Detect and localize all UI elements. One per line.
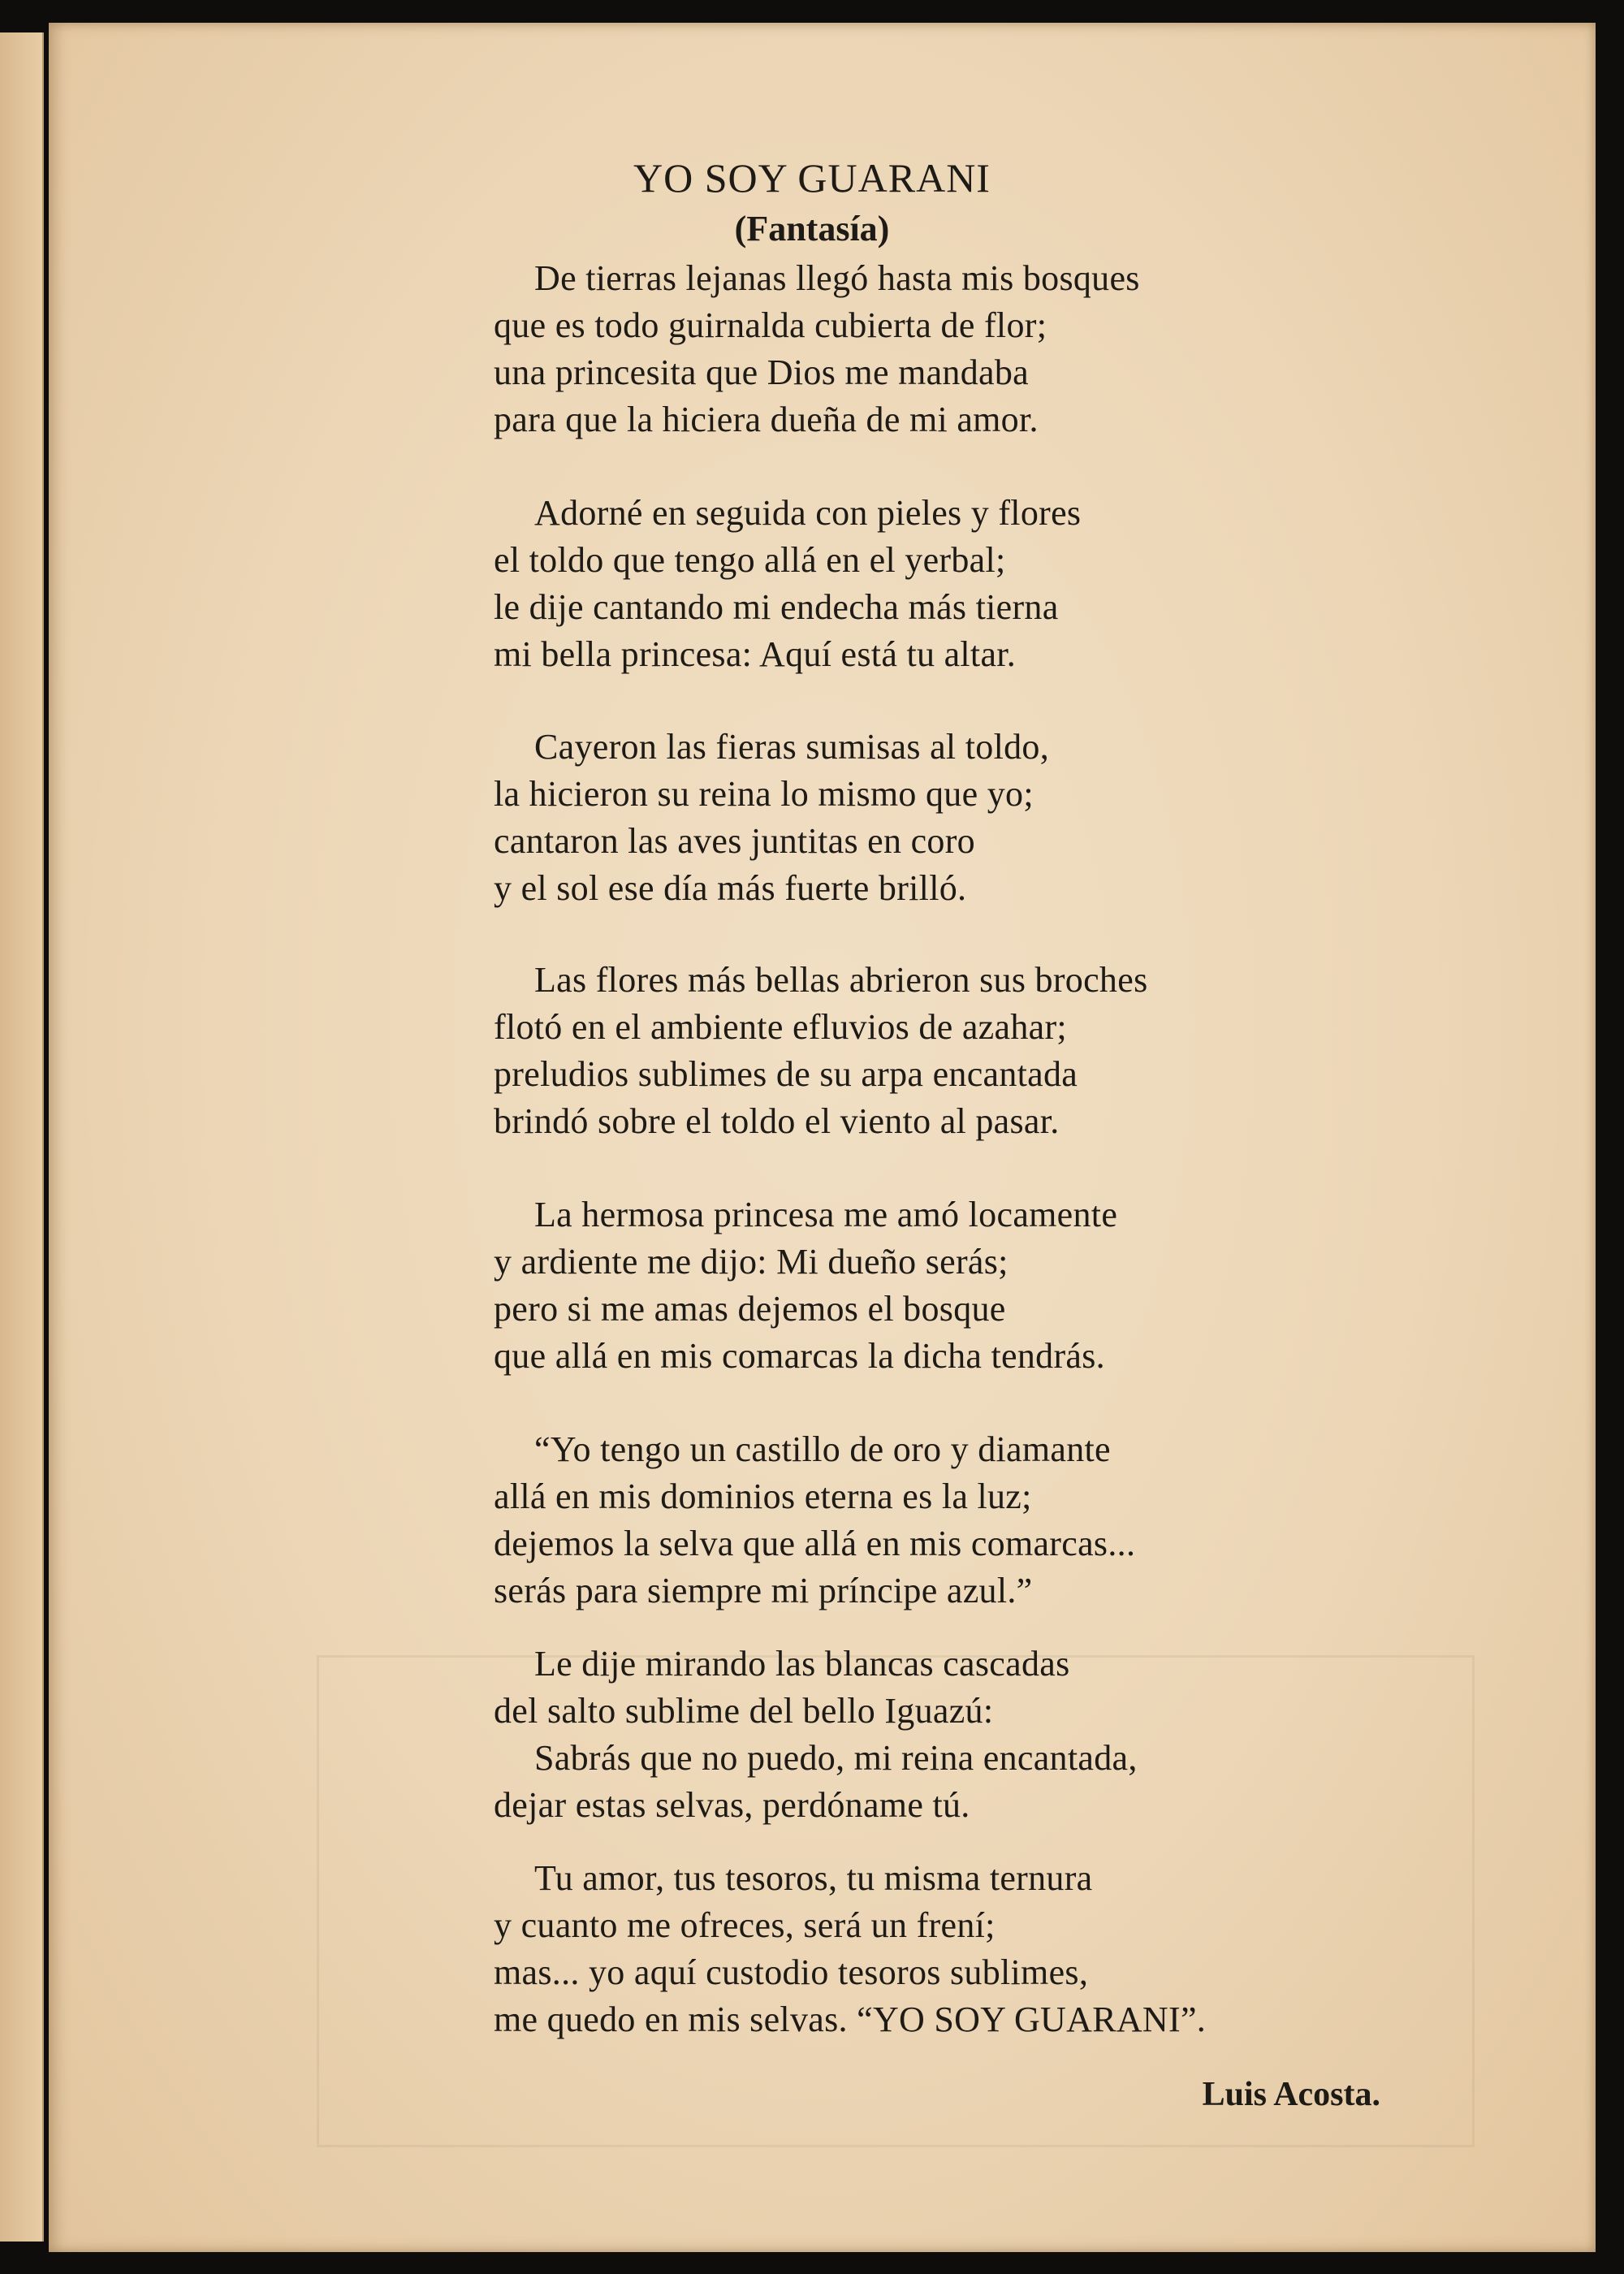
verse-line: La hermosa princesa me amó locamente	[534, 1195, 1118, 1234]
verse-line: me quedo en mis selvas. “YO SOY GUARANI”.	[494, 1999, 1207, 2039]
poem-title: YO SOY GUARANI	[633, 155, 991, 201]
verse-line: Sabrás que no puedo, mi reina encantada,	[534, 1738, 1138, 1778]
verse-line: que es todo guirnalda cubierta de flor;	[494, 305, 1047, 345]
verse-line: Cayeron las fieras sumisas al toldo,	[534, 727, 1049, 767]
verse-line: que allá en mis comarcas la dicha tendrás.	[494, 1336, 1105, 1376]
verse-line: pero si me amas dejemos el bosque	[494, 1289, 1006, 1329]
verse-line: serás para siempre mi príncipe azul.”	[494, 1571, 1033, 1610]
verse-line: y cuanto me ofreces, será un frení;	[494, 1905, 996, 1945]
verse-line: dejar estas selvas, perdóname tú.	[494, 1785, 970, 1825]
verse-line: “Yo tengo un castillo de oro y diamante	[534, 1429, 1111, 1469]
verse-line: Tu amor, tus tesoros, tu misma ternura	[534, 1858, 1093, 1898]
verse-line: Adorné en seguida con pieles y flores	[534, 493, 1082, 533]
verse-line: cantaron las aves juntitas en coro	[494, 821, 975, 861]
verse-line: para que la hiciera dueña de mi amor.	[494, 400, 1039, 439]
verse-line: del salto sublime del bello Iguazú:	[494, 1691, 994, 1731]
verse-line: y el sol ese día más fuerte brilló.	[494, 868, 967, 908]
verse-line: y ardiente me dijo: Mi dueño serás;	[494, 1242, 1009, 1282]
verse-line: allá en mis dominios eterna es la luz;	[494, 1476, 1032, 1516]
verse-line: brindó sobre el toldo el viento al pasar.	[494, 1101, 1060, 1141]
verse-line: una princesita que Dios me mandaba	[494, 352, 1029, 392]
verse-line: mi bella princesa: Aquí está tu altar.	[494, 634, 1017, 674]
verse-line: Le dije mirando las blancas cascadas	[534, 1644, 1070, 1684]
author-signature: Luis Acosta.	[1202, 2076, 1380, 2113]
verse-line: dejemos la selva que allá en mis comarcas...	[494, 1524, 1136, 1563]
verse-line: preludios sublimes de su arpa encantada	[494, 1054, 1078, 1094]
verse-line: flotó en el ambiente efluvios de azahar;	[494, 1007, 1067, 1047]
verse-line: la hicieron su reina lo mismo que yo;	[494, 774, 1034, 814]
verse-line: el toldo que tengo allá en el yerbal;	[494, 540, 1006, 580]
verse-line: mas... yo aquí custodio tesoros sublimes,	[494, 1952, 1089, 1992]
poem-subtitle: (Fantasía)	[734, 209, 890, 249]
verse-line: le dije cantando mi endecha más tierna	[494, 587, 1059, 627]
verse-line: De tierras lejanas llegó hasta mis bosques	[534, 258, 1140, 298]
verse-line: Las flores más bellas abrieron sus broches	[534, 960, 1148, 1000]
